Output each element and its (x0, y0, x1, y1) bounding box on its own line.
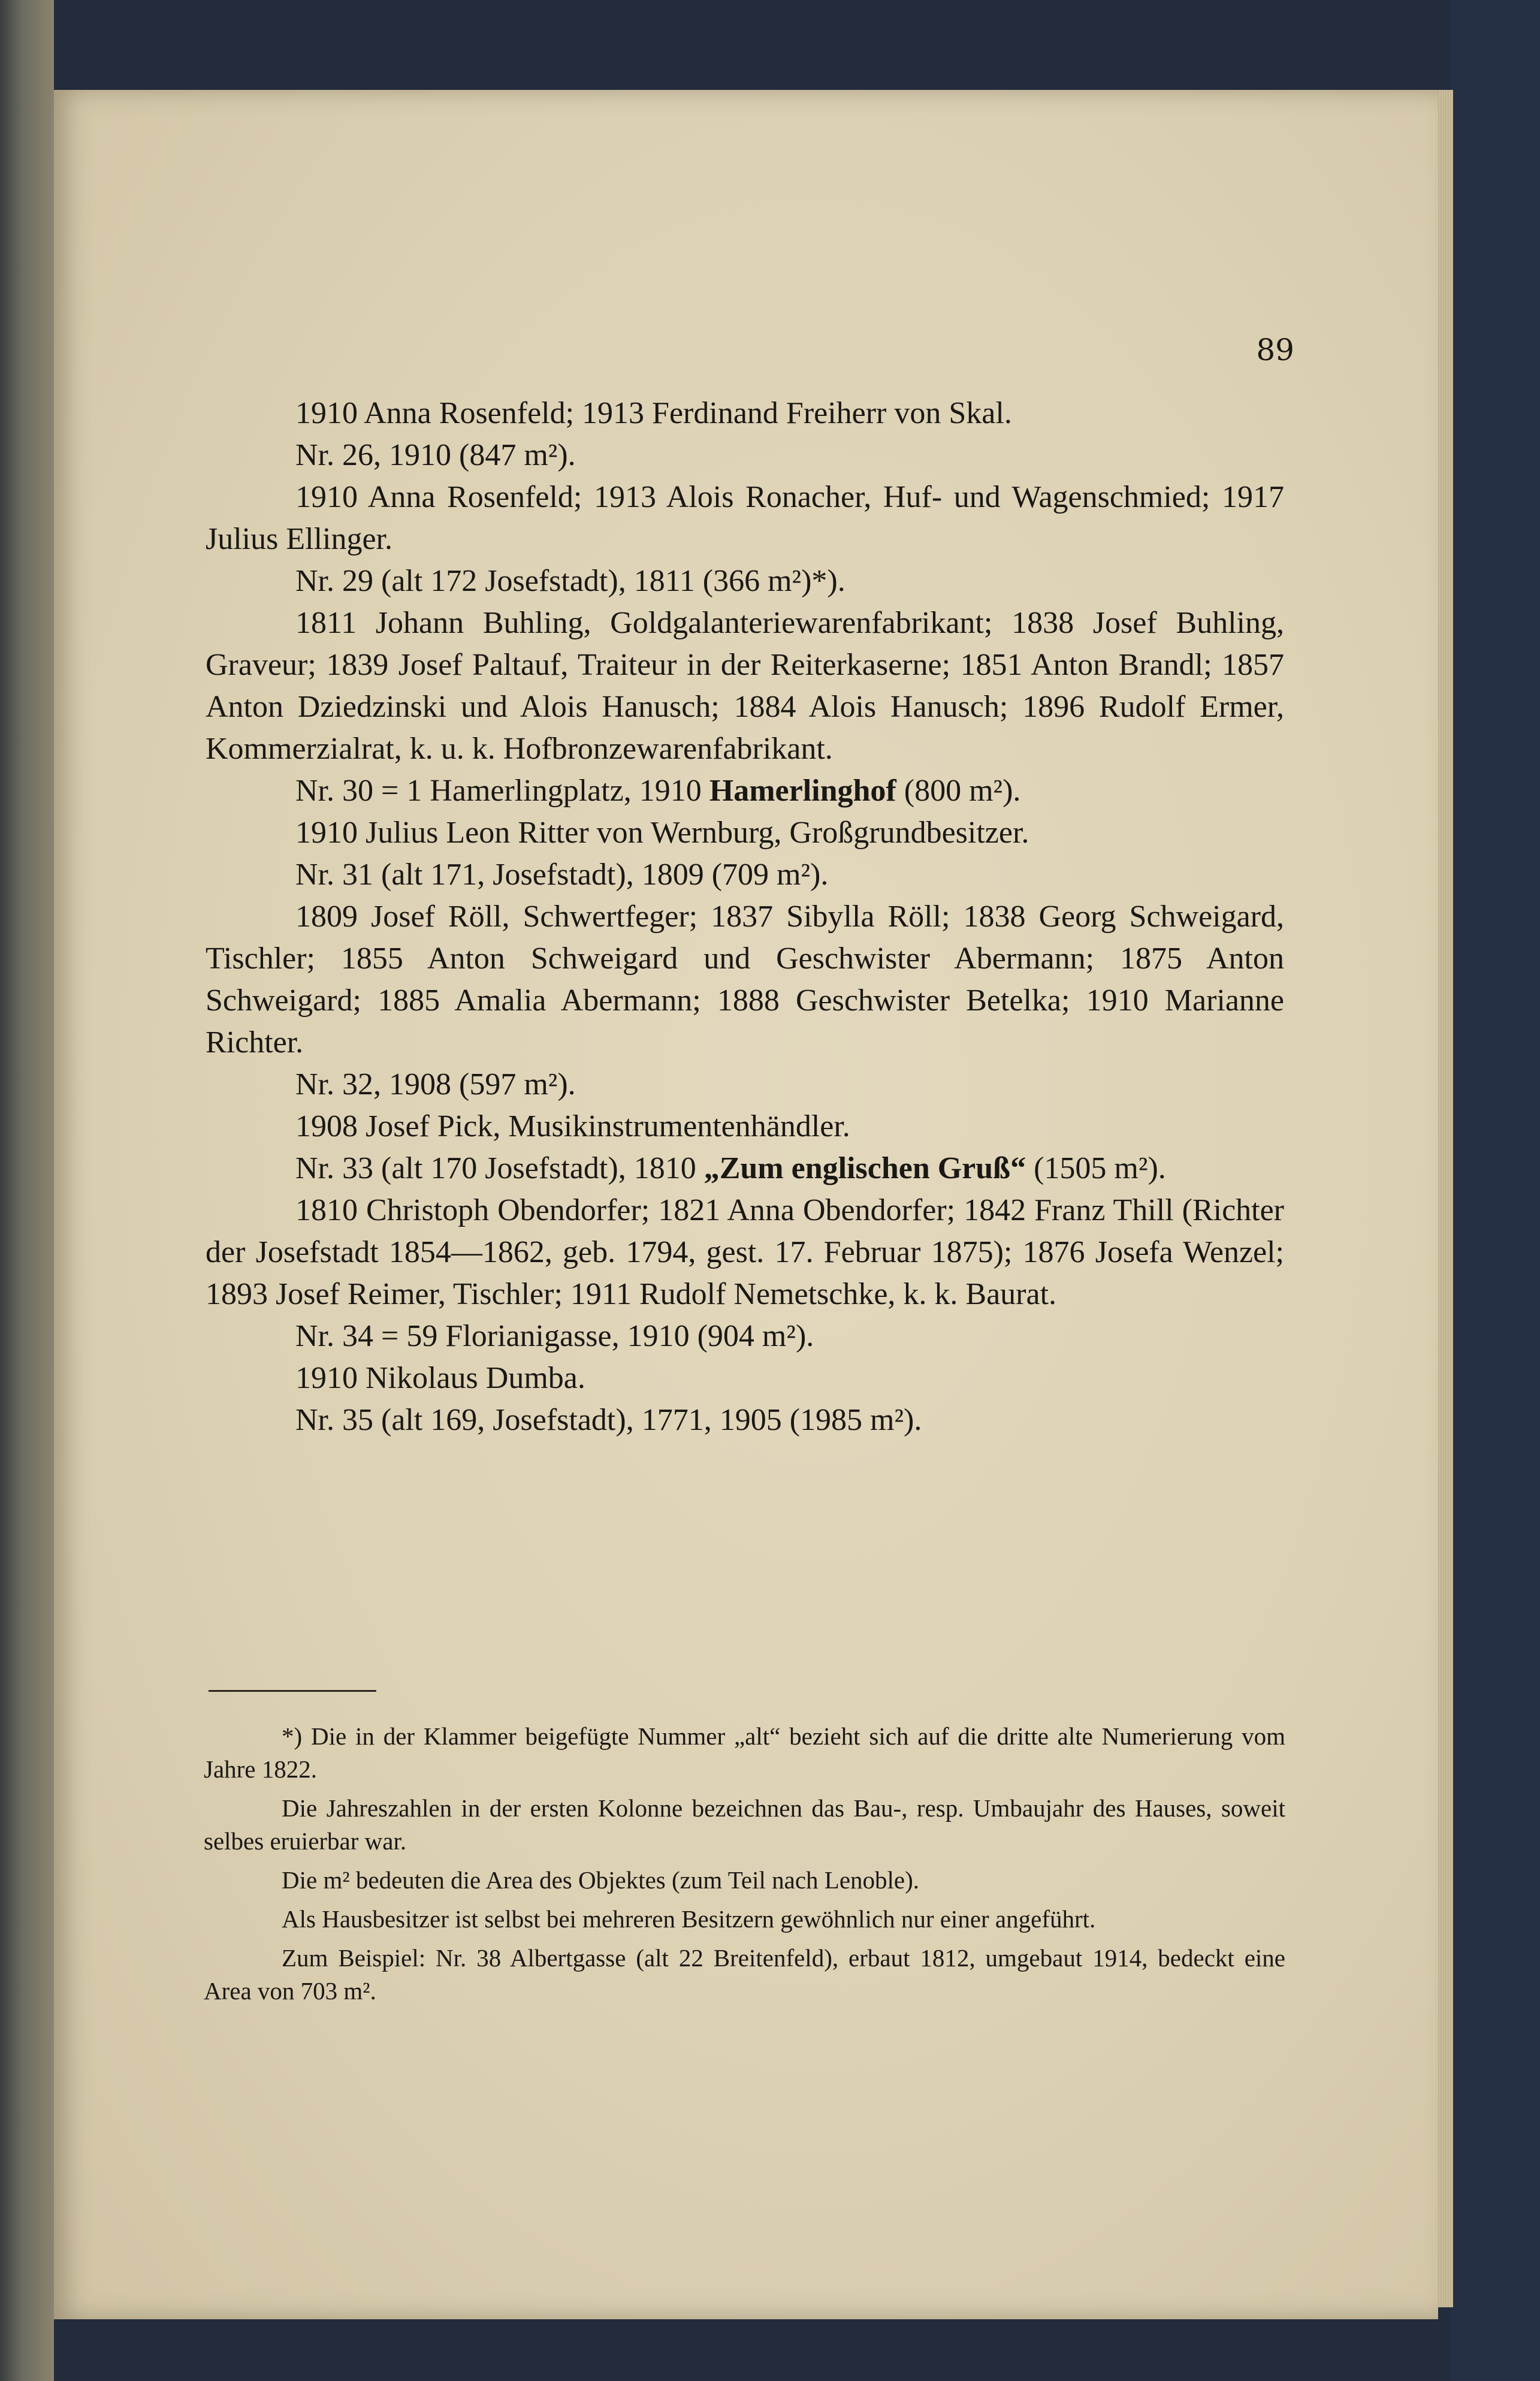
entry-nr-30-house-name: Hamerlinghof (709, 774, 896, 808)
entry-nr-30 (206, 770, 1284, 812)
entry-nr-33-suffix: (1505 m²). (1026, 1151, 1166, 1185)
paragraph-rosenfeld-skal: 1910 Anna Rosenfeld; 1913 Ferdinand Freiherr von Skal. (295, 396, 1012, 430)
owners-nr-31: 1809 Josef Röll, Schwertfeger; 1837 Sibylla Röll; 1838 Georg Schweigard, Tischler; 1855 Anton Schweigard und Geschwister Abermann; 1875 Anton Schweigard; 1885 Amalia Abermann; 1888 Geschwister Betelka; 1910 Marianne Richter. (206, 900, 1284, 1060)
footnote-example: Zum Beispiel: Nr. 38 Albertgasse (alt 22 Breitenfeld), erbaut 1812, umgebaut 1914, bedeckt eine Area von 703 m². (204, 1944, 1285, 2005)
book-cover-edge (1450, 0, 1540, 2381)
entry-nr-30-prefix: Nr. 30 = 1 Hamerlingplatz, 1910 (295, 774, 709, 808)
footnote-area: Die m² bedeuten die Area des Objektes (zum Teil nach Lenoble). (282, 1866, 920, 1894)
entry-nr-33-prefix: Nr. 33 (alt 170 Josefstadt), 1810 (295, 1151, 704, 1185)
main-text (206, 393, 1284, 1441)
footnote-years: Die Jahreszahlen in der ersten Kolonne bezeichnen das Bau-, resp. Umbaujahr des Hauses, soweit selbes eruierbar war. (204, 1794, 1285, 1855)
entry-nr-33 (206, 1148, 1284, 1190)
entry-nr-33-house-name: „Zum englischen Gruß“ (703, 1151, 1026, 1185)
entry-nr-30-suffix: (800 m²). (896, 774, 1021, 808)
footnote-numbering: *) Die in der Klammer beigefügte Nummer „alt“ bezieht sich auf die dritte alte Numerierung vom Jahre 1822. (204, 1722, 1285, 1783)
book-page (54, 90, 1438, 2319)
owners-nr-30: 1910 Julius Leon Ritter von Wernburg, Großgrundbesitzer. (295, 816, 1029, 850)
entry-nr-35: Nr. 35 (alt 169, Josefstadt), 1771, 1905 (1985 m²). (295, 1403, 922, 1437)
entry-nr-31: Nr. 31 (alt 171, Josefstadt), 1809 (709 m²). (295, 858, 829, 892)
entry-nr-29: Nr. 29 (alt 172 Josefstadt), 1811 (366 m²)*). (295, 564, 846, 598)
entry-nr-26: Nr. 26, 1910 (847 m²). (295, 438, 576, 472)
owners-nr-34: 1910 Nikolaus Dumba. (295, 1361, 585, 1395)
entry-nr-34: Nr. 34 = 59 Florianigasse, 1910 (904 m²). (295, 1319, 814, 1353)
owners-nr-29: 1811 Johann Buhling, Goldgalanteriewarenfabrikant; 1838 Josef Buhling, Graveur; 1839 Josef Paltauf, Traiteur in der Reiterkaserne; 1851 Anton Brandl; 1857 Anton Dziedzinski und Alois Hanusch; 1884 Alois Hanusch; 1896 Rudolf Ermer, Kommerzialrat, k. u. k. Hofbronzewarenfabrikant. (206, 606, 1284, 766)
footnote-owners: Als Hausbesitzer ist selbst bei mehreren Besitzern gewöhnlich nur einer angeführt. (282, 1905, 1096, 1933)
footnote-divider (209, 1690, 376, 1692)
owners-nr-26: 1910 Anna Rosenfeld; 1913 Alois Ronacher, Huf- und Wagenschmied; 1917 Julius Ellinger. (206, 480, 1284, 556)
footnotes (204, 1720, 1285, 2014)
owners-nr-33: 1810 Christoph Obendorfer; 1821 Anna Obendorfer; 1842 Franz Thill (Richter der Josefstadt 1854—1862, geb. 1794, gest. 17. Februar 1875); 1876 Josefa Wenzel; 1893 Josef Reimer, Tischler; 1911 Rudolf Nemetschke, k. k. Baurat. (206, 1193, 1284, 1311)
page-number: 89 (1256, 333, 1294, 367)
book-binding-edge (0, 0, 54, 2381)
entry-nr-32: Nr. 32, 1908 (597 m²). (295, 1067, 576, 1102)
owners-nr-32: 1908 Josef Pick, Musikinstrumentenhändler. (295, 1109, 850, 1143)
